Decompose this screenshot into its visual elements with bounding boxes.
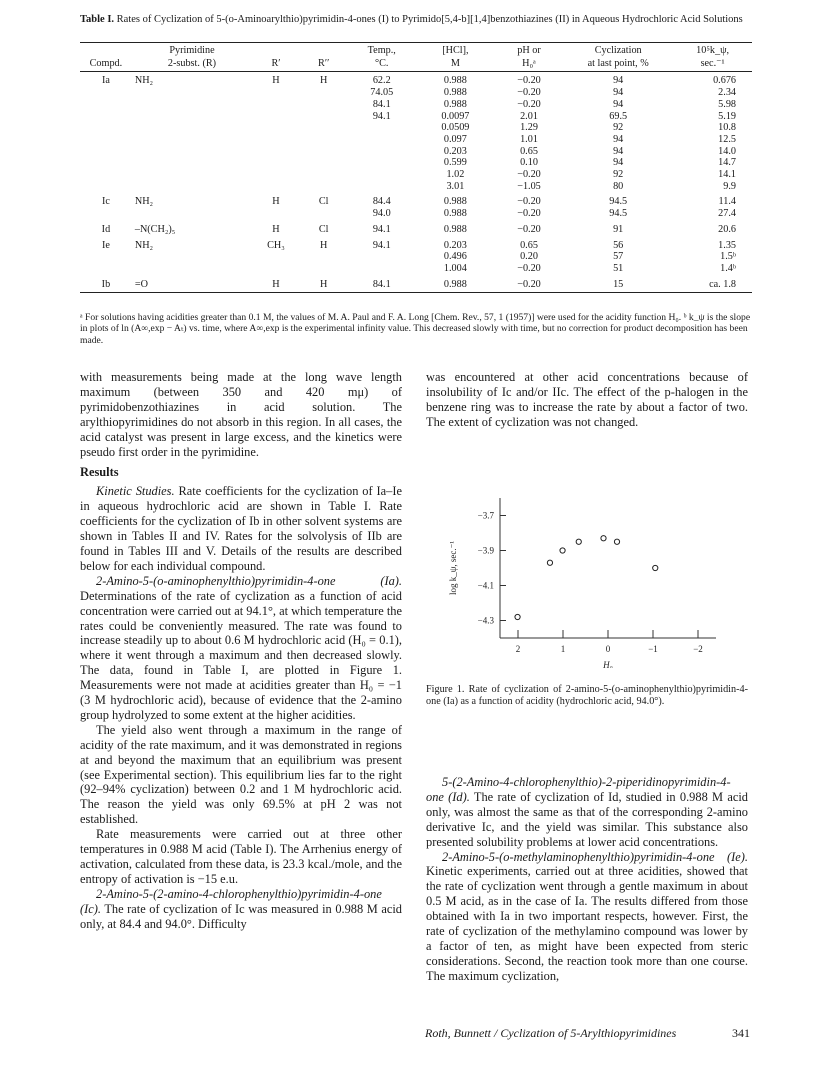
table-cell: 57 [613,251,624,263]
table-cell: 0.988 [443,208,467,220]
table-header-bottom [80,58,752,72]
table-row [80,72,752,87]
table-cell: Ia [101,75,110,87]
table-cell: 1.4ᵇ [720,262,736,274]
table-cell: 11.4 [718,196,736,208]
table-cell: −0.20 [495,275,563,293]
table-cell: 1.02 [446,169,465,181]
table-cell [300,169,348,181]
table-cell: 0.097 [443,133,467,145]
table-cell: −0.20 [517,196,541,208]
table-cell: 1.35 [718,239,736,251]
table-cell: H [272,223,280,235]
paragraph: was encountered at other acid concentrations because of insolubility of Ic and/or IIc. The effect of the p-halogen in the benzene ring was to increase the rate by about a factor of two. The extent of cyclization was not changed. [426,370,748,429]
paragraph: 2-Amino-5-(o-methylaminophenylthio)pyrimidin-4-one (Ie). Kinetic experiments, carried out at three acidities, showed that the rate of cyclization went through a gentle maximum in about 0.5 M acid, as in the case of Ia. The results differed from those obtained with Ia in two important respects, however. First, the rate of cyclization of the methylamino compound was lower by a factor of ten, as might have been expected from steric considerations. Second, the reaction took more than one course. The maximum cyclization, [426,849,748,983]
paragraph: Kinetic Studies. Rate coefficients for the cyclization of Ia–Ie in aqueous hydrochloric acid are shown in Table I. Rate coefficients for the cyclization of Ib in other solvent systems are shown in Tables II and IV. Rates for the solvolysis of IIb are found in Tables III and V. Details of the results are described below for each individual compound. [80,484,402,573]
table-cell: NH₂ [134,196,154,208]
table-cell: 0.65 [520,239,538,251]
table-cell: 69.5 [609,110,628,122]
table-header-cell: M [416,58,495,72]
table-cell: 0.0509 [441,122,470,134]
table-cell: 1.5ᵇ [720,251,736,263]
table-cell: 0.676 [713,75,736,87]
table-cell: 92 [613,169,624,181]
table-cell [348,146,416,158]
y-tick-label: −4.1 [477,580,494,591]
table-cell [252,263,300,275]
table-row [80,157,752,169]
table-cell: 0.988 [443,75,467,87]
table-cell: 94 [613,133,624,145]
table-cell: 94 [613,87,624,99]
table-cell: 0.496 [443,251,467,263]
table-cell: 1.004 [443,262,467,274]
x-tick-label: −1 [648,644,658,654]
table-header-cell [300,43,348,58]
table-cell: 14.1 [718,169,736,181]
paragraph: with measurements being made at the long wave length maximum (between 350 and 420 mμ) of pyrimidobenzothiazines in acid solution. The arylthiopyrimidines do not absorb in this region. In all cases, the acid catalyst was present in large excess, and the kinetics were pseudo first order in the pyrimidine. [80,370,402,459]
data-point [547,560,552,565]
table-cell: 5.98 [718,98,736,110]
table-cell [80,169,132,181]
data-point [601,536,606,541]
x-tick-label: 1 [560,644,566,654]
paragraph: 2-Amino-5-(o-aminophenylthio)pyrimidin-4-one (Ia). Determinations of the rate of cyclization as a function of acid concentration were carried out at 94.1°, at which temperature the rates could be conveniently measured. The rate was found to increase steadily up to about 0.6 M hydrochloric acid (H₀ = 0.1), where it went through a maximum and then decreased slowly. The data, found in Table I, are plotted in Figure 1. Measurements were not made at acidities greater than H₀ = −1 (3 M hydrochloric acid), because of evidence that the 2-amino group hydrolyzed to some extent at the higher acidities. [80,573,402,722]
table-row [80,134,752,146]
y-tick-label: −4.3 [477,615,494,626]
table-header-cell: R′′ [300,58,348,72]
table-cell: 84.1 [348,275,416,293]
table-cell [252,169,300,181]
left-column [80,370,402,932]
table-row [80,220,752,236]
page-footer [425,1026,750,1041]
table-cell: 2.01 [520,110,538,122]
table-cell [252,122,300,134]
table-cell [300,208,348,220]
data-point [560,548,565,553]
table-header-cell: Compd. [80,58,132,72]
x-axis-label: H₀ [603,660,613,668]
table-cell: 9.9 [723,180,736,192]
paragraph-lead: 5-(2-Amino-4-chlorophenylthio)-2-piperidinopyrimidin-4-one (Id). [426,775,731,804]
table-cell: 1.01 [520,133,538,145]
table-cell: Cl [318,223,329,235]
table-cell: 10.8 [718,122,736,134]
table-cell [252,111,300,123]
table-caption-label: Table I. [80,14,115,25]
table-header-cell: Temp., [348,43,416,58]
table-cell [348,251,416,263]
table-cell: 3.01 [446,180,465,192]
table-cell [252,99,300,111]
table-header-cell: H₀ᵃ [495,58,563,72]
table-row [80,275,752,293]
table-header-cell: Cyclization [563,43,673,58]
table-row [80,122,752,134]
table-cell [252,134,300,146]
table-cell [80,99,132,111]
table-cell [348,169,416,181]
table-cell: 15 [563,275,673,293]
table-cell [132,181,252,193]
table-cell: Cl [318,196,329,208]
y-tick-label: −3.9 [477,545,494,556]
table-header-cell: R′ [252,58,300,72]
paragraph-lead: 2-Amino-5-(2-amino-4-chlorophenylthio)pyrimidin-4-one (Ic). [80,886,382,916]
table-cell: H [320,239,328,251]
table-header-cell: pH or [495,43,563,58]
table-cell: 0.20 [520,251,538,263]
table-cell: 0.988 [443,87,467,99]
table-cell: NH₂ [134,75,154,87]
table-cell: H [272,75,280,87]
data-point [515,614,520,619]
table-cell: Ib [80,275,132,293]
table-cell: 5.19 [718,110,736,122]
table-cell: 94.1 [372,239,391,251]
table-row [80,192,752,208]
figure-1-chart [426,478,748,668]
table-cell [300,134,348,146]
table-header-cell: sec.⁻¹ [673,58,752,72]
table-cell: −0.20 [517,208,541,220]
data-point [614,539,619,544]
table-cell: ca. 1.8 [673,275,752,293]
table-row [80,263,752,275]
table-cell: H [252,275,300,293]
figure-caption: Figure 1. Rate of cyclization of 2-amino-5-(o-aminophenylthio)pyrimidin-4-one (Ia) as a function of acidity (hydrochloric acid, 94.0°). [426,684,748,707]
table-cell [80,181,132,193]
table-header-cell: [HCl], [416,43,495,58]
table-cell: −0.20 [517,262,541,274]
table-cell: 94.5 [609,208,628,220]
x-tick-label: 0 [605,644,611,654]
table-cell [252,157,300,169]
table-cell: 0.988 [443,196,467,208]
table-cell: 94.1 [372,110,391,122]
rates-table [80,42,752,293]
table-cell: 0.65 [520,145,538,157]
table-cell [300,99,348,111]
table-cell [300,111,348,123]
table-cell: 0.599 [443,157,467,169]
paragraph: The yield also went through a maximum in the range of acidity of the rate maximum, and it was demonstrated in regions at and beyond the maximum that an equilibrium was present (see Experimental section). This equilibrium lies far to the right (92–94% cyclization) between 0.2 and 1 M hydrochloric acid. The reason the yield was only 69.5% at pH 2 was not established. [80,722,402,827]
table-cell: Ic [101,196,110,208]
table-row [80,111,752,123]
table-header-cell [80,43,132,58]
paragraph: 2-Amino-5-(2-amino-4-chlorophenylthio)pyrimidin-4-one (Ic). The rate of cyclization of Ic was measured in 0.988 M acid only, at 84.4 and 94.0°. Difficulty [80,886,402,931]
table-cell [132,122,252,134]
table-cell: 12.5 [718,133,736,145]
table-cell: −0.20 [517,87,541,99]
table-cell: H [320,75,328,87]
table-cell [80,111,132,123]
paragraph-lead: 2-Amino-5-(o-aminophenylthio)pyrimidin-4-one (Ia). [96,573,402,588]
table-cell [132,87,252,99]
data-point [653,565,658,570]
table-body [80,72,752,293]
table-cell [300,157,348,169]
table-cell [80,146,132,158]
table-cell [252,208,300,220]
table-cell: NH₂ [134,239,154,251]
table-cell [348,181,416,193]
table-cell [80,157,132,169]
table-cell: 94.1 [372,223,391,235]
table-cell: 92 [613,122,624,134]
table-cell: 84.1 [372,98,391,110]
table-cell: 14.7 [718,157,736,169]
table-cell [300,146,348,158]
table-cell: 0.988 [416,275,495,293]
paragraph: Rate measurements were carried out at three other temperatures in 0.988 M acid (Table I). The Arrhenius energy of activation, calculated from these data, is 23.3 kcal./mole, and the entropy of activation is −15 e.u. [80,827,402,886]
table-cell: −0.20 [517,169,541,181]
table-cell [132,146,252,158]
table-cell: 94 [613,157,624,169]
table-cell: H [300,275,348,293]
table-cell [300,263,348,275]
table-header-cell: Pyrimidine [132,43,252,58]
table-cell [252,146,300,158]
table-cell [80,87,132,99]
x-tick-label: −2 [693,644,703,654]
figure-1 [426,478,748,668]
table-cell: 0.10 [520,157,538,169]
table-cell: H [272,196,280,208]
section-heading-results: Results [80,465,119,480]
paragraph-lead: Kinetic Studies. [96,484,175,499]
table-cell [80,208,132,220]
table-row [80,87,752,99]
table-cell: 0.0097 [441,110,470,122]
table-row [80,169,752,181]
table-cell: =O [132,275,252,293]
table-footnote: ᵃ For solutions having acidities greater than 0.1 M, the values of M. A. Paul and F. A. Long [Chem. Rev., 57, 1 (1957)] were used for the acidity function H₀. ᵇ k_ψ is the slope in plots of ln (A∞,exp − Aₜ) vs. time, where A∞,exp is the experimental infinity value. This decreased slowly with time, but no correction for product decomposition has been made. [80,312,751,346]
table-cell [80,122,132,134]
y-tick-label: −3.7 [477,510,494,521]
table-cell [132,251,252,263]
table-cell [252,251,300,263]
table-caption [80,14,750,26]
table-cell: 0.203 [443,145,467,157]
table-cell [132,263,252,275]
table-cell: −0.20 [517,223,541,235]
paragraph: 5-(2-Amino-4-chlorophenylthio)-2-piperidinopyrimidin-4-one (Id). The rate of cyclization of Id, studied in 0.988 M acid only, was almost the same as that of the corresponding 2-amino derivative Ic, and the yield was similar. This substance also presented solubility problems at lower acid concentrations. [426,775,748,849]
x-tick-label: 2 [515,644,521,654]
table-cell: 0.988 [443,98,467,110]
table-cell: −0.20 [517,75,541,87]
table-cell: 14.0 [718,145,736,157]
table-cell: –N(CH₂)₅ [134,223,176,235]
table-header-cell [252,43,300,58]
table-cell: −1.05 [517,180,541,192]
table-header-top [80,43,752,58]
table-cell: 80 [613,180,624,192]
table-cell [348,122,416,134]
right-column-top [426,370,748,430]
table-cell: 74.05 [370,87,394,99]
table-row [80,251,752,263]
table-cell [300,87,348,99]
table-row [80,99,752,111]
table-cell: −0.20 [517,98,541,110]
table-cell [252,181,300,193]
table-cell: 94 [613,145,624,157]
table-cell [132,111,252,123]
table-cell: 94.0 [372,208,391,220]
table-cell: CH₃ [267,239,285,251]
table-header-cell: 10⁵k_ψ, [673,43,752,58]
table-cell [252,87,300,99]
table-header-cell: 2-subst. (R) [132,58,252,72]
paragraph-lead: 2-Amino-5-(o-methylaminophenylthio)pyrimidin-4-one (Ie). [442,849,748,864]
table-cell: 1.29 [520,122,538,134]
table-cell [132,99,252,111]
table-cell: 84.4 [372,196,391,208]
table-cell [132,169,252,181]
table-cell [348,263,416,275]
table-cell: 51 [613,262,624,274]
table-caption-text: Rates of Cyclization of 5-(o-Aminoarylthio)pyrimidin-4-ones (I) to Pyrimido[5,4-b][1,4]benzothiazines (II) in Aqueous Hydrochloric Acid Solutions [116,14,743,25]
table-cell [300,251,348,263]
table-cell [80,263,132,275]
table-cell: 94 [613,98,624,110]
table-cell [80,251,132,263]
table-cell: 62.2 [372,75,391,87]
table-row [80,236,752,252]
table-cell: 56 [613,239,624,251]
data-point [576,539,581,544]
table-cell: 94 [613,75,624,87]
table-cell [132,134,252,146]
table-header-cell: °C. [348,58,416,72]
page-number: 341 [732,1026,750,1040]
table-cell: 2.34 [718,87,736,99]
table-cell: 20.6 [718,223,736,235]
y-axis-label: log k_ψ, sec.⁻¹ [448,540,458,596]
right-column-bottom [426,775,748,984]
table-cell [300,122,348,134]
table-cell: Ie [101,239,110,251]
table-row [80,146,752,158]
table-cell: 91 [613,223,624,235]
table-cell [132,157,252,169]
table-cell [300,181,348,193]
table-cell [132,208,252,220]
table-cell: Id [101,223,111,235]
table-cell: 0.203 [443,239,467,251]
table-cell: 94.5 [609,196,628,208]
table-cell: 0.988 [443,223,467,235]
running-title: Roth, Bunnett / Cyclization of 5-Arylthiopyrimidines [425,1026,677,1040]
table-cell [348,134,416,146]
table-cell: 27.4 [718,208,736,220]
table-row [80,181,752,193]
table-cell [348,157,416,169]
table-row [80,208,752,220]
table-header-cell: at last point, % [563,58,673,72]
table-cell [80,134,132,146]
